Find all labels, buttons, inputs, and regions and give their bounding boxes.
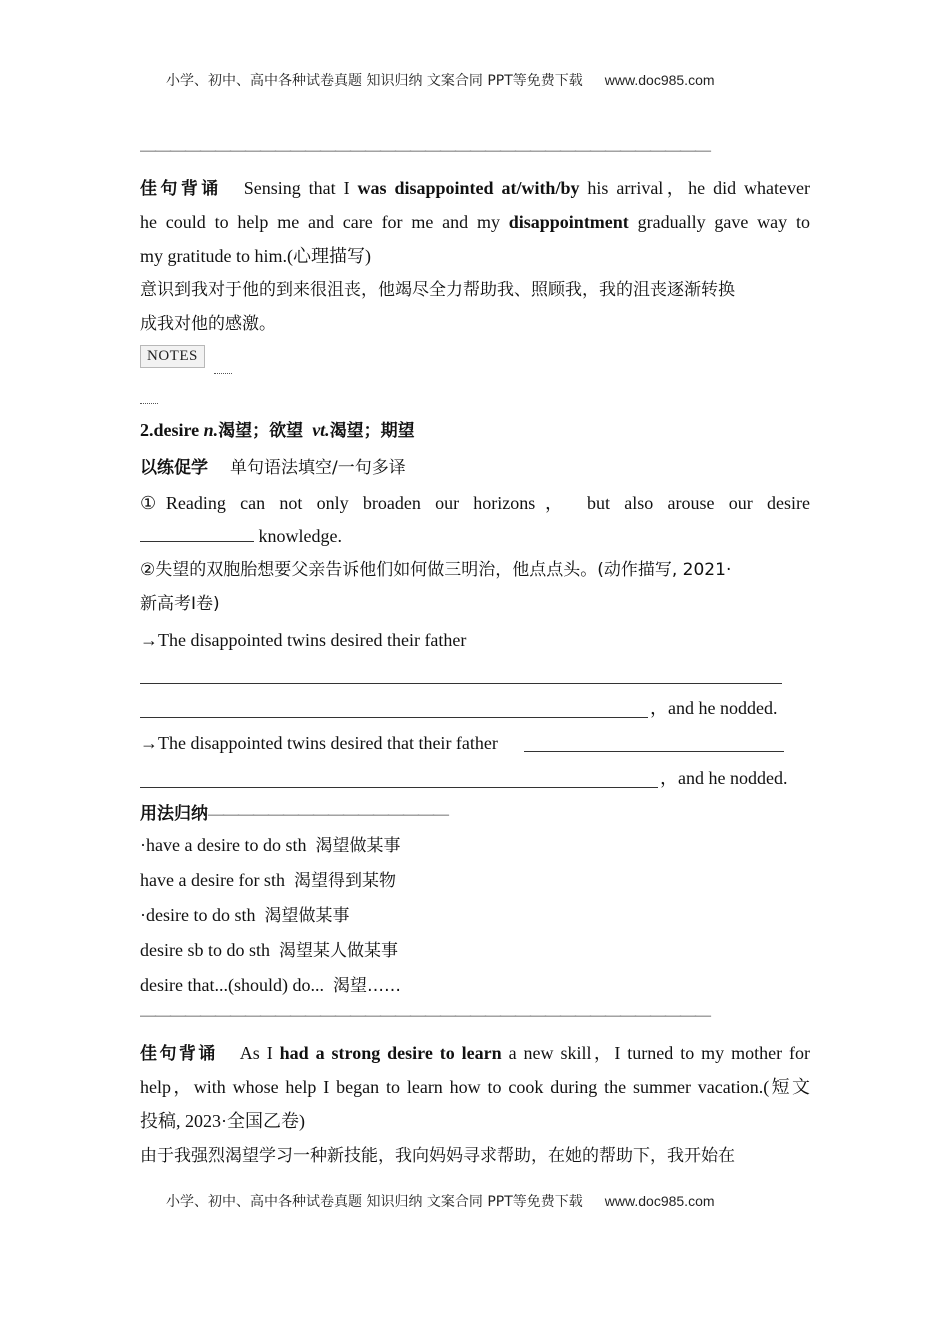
bottom-divider: —————————————————————————————————————— bbox=[140, 1007, 710, 1024]
sentence1-cn2: 成我对他的感激。 bbox=[140, 314, 276, 334]
item2-def1: 渴望；欲望 bbox=[218, 421, 304, 441]
usage-title: 用法归纳 bbox=[140, 804, 208, 824]
page-header bbox=[166, 70, 715, 90]
usage-item-cn: 渴望…… bbox=[332, 976, 401, 996]
usage-item bbox=[140, 898, 349, 933]
t2-blank-2[interactable] bbox=[140, 787, 658, 788]
sentence2-line2: help，with whose help I began to learn how to cook during the summer vacation.(短文 bbox=[140, 1077, 810, 1097]
sentence1-mid: his arrival，he did whatever bbox=[579, 178, 810, 198]
header-site-link[interactable]: www.doc985.com bbox=[604, 72, 715, 88]
item2-heading bbox=[140, 413, 415, 448]
usage-item-en: ·desire to do sth bbox=[140, 905, 256, 925]
t2-blank-1[interactable] bbox=[524, 751, 784, 752]
item2-pos1: n. bbox=[203, 420, 219, 440]
usage-item-en: ·have a desire to do sth bbox=[140, 835, 307, 855]
sentence1-line1 bbox=[140, 171, 810, 206]
sentence1-line3: my gratitude to him.(心理描写) bbox=[140, 246, 371, 266]
usage-item-cn: 渴望某人做某事 bbox=[279, 941, 398, 961]
top-divider: —————————————————————————————————————— bbox=[140, 142, 710, 159]
practice-heading bbox=[140, 450, 406, 485]
sentence1-bold2: disappointment bbox=[508, 212, 629, 232]
notes-dotted-line-2 bbox=[140, 403, 158, 404]
usage-item bbox=[140, 933, 398, 968]
q2-line2: 新高考Ⅰ卷) bbox=[140, 594, 220, 614]
q1-line2 bbox=[140, 519, 342, 553]
sentence1-bold1: was disappointed at/with/by bbox=[357, 178, 580, 198]
sentence1-line2 bbox=[140, 205, 810, 239]
usage-item-cn: 渴望得到某物 bbox=[293, 871, 396, 891]
item2-num: 2. bbox=[140, 420, 154, 440]
t1-blank-2[interactable] bbox=[140, 717, 648, 718]
item2-pos2: vt. bbox=[312, 420, 330, 440]
sentence2-bold: had a strong desire to learn bbox=[279, 1043, 502, 1063]
header-text: 小学、初中、高中各种试卷真题 知识归纳 文案合同 PPT等免费下载 bbox=[166, 73, 583, 89]
sentence1-line2-pre: he could to help me and care for me and my bbox=[140, 212, 509, 232]
t1-blank-1[interactable] bbox=[140, 683, 782, 684]
footer-text: 小学、初中、高中各种试卷真题 知识归纳 文案合同 PPT等免费下载 bbox=[166, 1194, 583, 1210]
usage-heading bbox=[140, 796, 448, 832]
notes-dotted-line bbox=[214, 373, 232, 374]
q1-blank[interactable] bbox=[140, 523, 254, 542]
q1-line1: ①Reading can not only broaden our horizons， but also arouse our desire bbox=[140, 493, 810, 513]
footer-site-link[interactable]: www.doc985.com bbox=[604, 1193, 715, 1209]
usage-dashes: ———————————————— bbox=[208, 806, 448, 823]
sentence2-pre: As I bbox=[239, 1043, 280, 1063]
practice-label: 以练促学 bbox=[140, 458, 208, 478]
notes-label: NOTES bbox=[140, 345, 205, 368]
q2-line1: ②失望的双胞胎想要父亲告诉他们如何做三明治，他点点头。(动作描写, 2021· bbox=[140, 560, 732, 580]
sentence1-label: 佳句背诵 bbox=[140, 179, 222, 199]
usage-item-en: desire that...(should) do... bbox=[140, 975, 324, 995]
sentence2-line3: 投稿, 2023·全国乙卷) bbox=[140, 1111, 305, 1131]
usage-item bbox=[140, 828, 400, 863]
t2-end: ，and he nodded. bbox=[660, 768, 788, 788]
item2-def2: 渴望；期望 bbox=[329, 421, 415, 441]
usage-item-cn: 渴望做某事 bbox=[315, 836, 401, 856]
t1-end: ，and he nodded. bbox=[650, 698, 778, 718]
sentence2-cn1: 由于我强烈渴望学习一种新技能，我向妈妈寻求帮助，在她的帮助下，我开始在 bbox=[140, 1146, 735, 1166]
usage-item-en: desire sb to do sth bbox=[140, 940, 270, 960]
t1-line1: →The disappointed twins desired their father bbox=[140, 630, 467, 650]
page-footer bbox=[166, 1191, 715, 1211]
sentence1-line2-post: gradually gave way to bbox=[628, 212, 810, 232]
usage-item bbox=[140, 968, 401, 1003]
sentence1-pre: Sensing that I bbox=[243, 178, 358, 198]
item2-word: desire bbox=[153, 420, 200, 440]
usage-item-en: have a desire for sth bbox=[140, 870, 285, 890]
sentence2-line1 bbox=[140, 1036, 810, 1071]
usage-item bbox=[140, 863, 396, 898]
sentence2-label: 佳句背诵 bbox=[140, 1044, 218, 1064]
practice-instruction: 单句语法填空/一句多译 bbox=[230, 458, 406, 478]
q1-line2-text: knowledge. bbox=[258, 526, 342, 546]
usage-item-cn: 渴望做某事 bbox=[264, 906, 350, 926]
sentence2-post: a new skill，I turned to my mother for bbox=[501, 1043, 810, 1063]
sentence1-cn1: 意识到我对于他的到来很沮丧，他竭尽全力帮助我、照顾我，我的沮丧逐渐转换 bbox=[140, 280, 735, 300]
t2-line1: →The disappointed twins desired that their father bbox=[140, 733, 498, 753]
